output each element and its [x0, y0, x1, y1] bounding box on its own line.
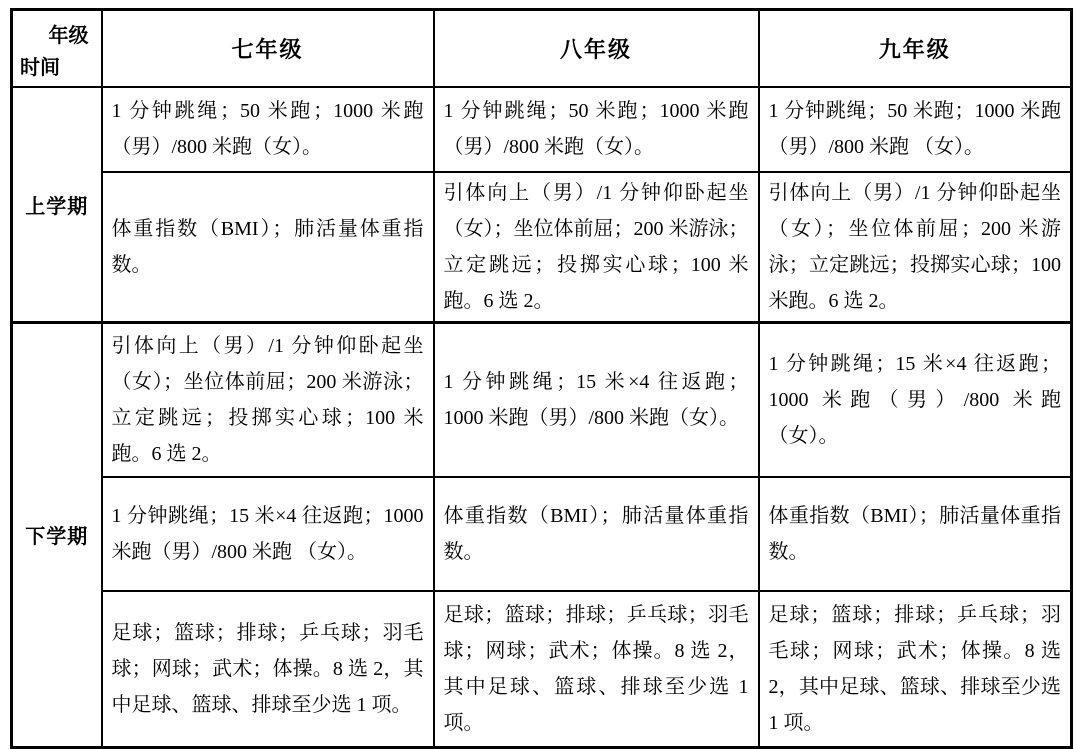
- cell-sem1-r1-grade8: 1 分钟跳绳；50 米跑；1000 米跑（男）/800 米跑（女）。: [434, 87, 759, 172]
- corner-label-time: 时间: [20, 56, 60, 79]
- cell-sem1-r1-grade7: 1 分钟跳绳；50 米跑；1000 米跑（男）/800 米跑（女）。: [102, 87, 434, 172]
- corner-header-cell: [12, 10, 102, 87]
- table-row: [12, 322, 1072, 477]
- cell-sem2-r3-grade8: 足球；篮球；排球；乒乓球；羽毛球；网球；武术；体操。8 选 2，其中足球、篮球、排球至少选 1 项。: [434, 591, 759, 747]
- cell-sem1-r2-grade8: 引体向上（男）/1 分钟仰卧起坐（女）；坐位体前屈；200 米游泳；立定跳远；投掷实心球；100 米跑。6 选 2。: [434, 172, 759, 323]
- corner-label-grade: 年级: [48, 25, 89, 47]
- table-row: [12, 172, 1072, 323]
- table-row: [12, 591, 1072, 747]
- cell-sem2-r1-grade7: 引体向上（男）/1 分钟仰卧起坐（女）；坐位体前屈；200 米游泳；立定跳远；投掷实心球；100 米跑。6 选 2。: [102, 322, 434, 477]
- header-grade8: 八年级: [434, 10, 759, 87]
- cell-sem2-r1-grade9: 1 分钟跳绳；15 米×4 往返跑；1000 米跑（男）/800 米跑 （女）。: [759, 322, 1072, 477]
- cell-sem2-r2-grade7: 1 分钟跳绳；15 米×4 往返跑；1000 米跑（男）/800 米跑 （女）。: [102, 477, 434, 591]
- section-label-first-semester: 上学期: [12, 87, 102, 323]
- cell-sem2-r2-grade9: 体重指数（BMI）；肺活量体重指数。: [759, 477, 1072, 591]
- cell-sem2-r1-grade8: 1 分钟跳绳；15 米×4 往返跑；1000 米跑（男）/800 米跑（女）。: [434, 322, 759, 477]
- pe-test-schedule: [10, 8, 1073, 749]
- table-row: [12, 477, 1072, 591]
- header-grade7: 七年级: [102, 10, 434, 87]
- cell-sem2-r2-grade8: 体重指数（BMI）；肺活量体重指数。: [434, 477, 759, 591]
- cell-sem2-r3-grade9: 足球；篮球；排球；乒乓球；羽毛球；网球；武术；体操。8 选 2，其中足球、篮球、排球至少选 1 项。: [759, 591, 1072, 747]
- cell-sem1-r2-grade7: 体重指数（BMI）；肺活量体重指数。: [102, 172, 434, 323]
- section-label-second-semester: 下学期: [12, 322, 102, 747]
- table-row: [12, 87, 1072, 172]
- cell-sem1-r2-grade9: 引体向上（男）/1 分钟仰卧起坐（女）；坐位体前屈；200 米游泳；立定跳远；投掷实心球；100 米跑。6 选 2。: [759, 172, 1072, 323]
- semester-grade-table: [10, 8, 1073, 749]
- header-grade9: 九年级: [759, 10, 1072, 87]
- cell-sem1-r1-grade9: 1 分钟跳绳；50 米跑；1000 米跑（男）/800 米跑 （女）。: [759, 87, 1072, 172]
- header-row: [12, 10, 1072, 87]
- cell-sem2-r3-grade7: 足球；篮球；排球；乒乓球；羽毛球；网球；武术；体操。8 选 2，其中足球、篮球、排球至少选 1 项。: [102, 591, 434, 747]
